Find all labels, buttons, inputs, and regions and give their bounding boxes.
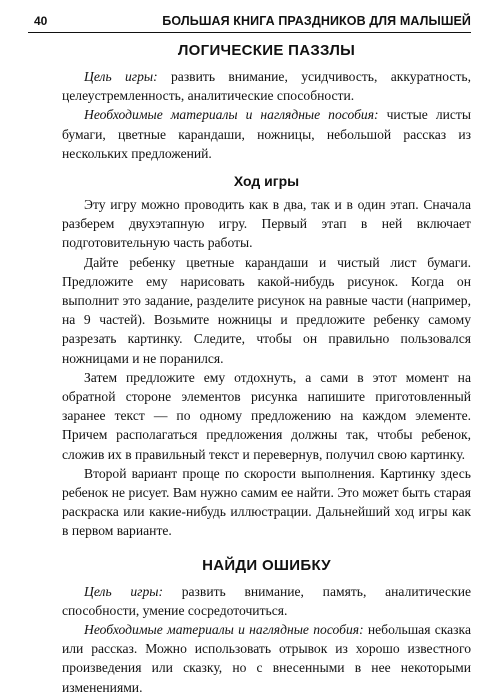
page-content [62,40,471,697]
materials-text: чистые листы бумаги, цветные карандаши, ножницы, небольшой рассказ из нескольких предложений. [62,107,472,161]
goal-label: Цель игры: [84,69,158,84]
goal-label: Цель игры: [84,583,163,599]
body-paragraph: Эту игру можно проводить как в два, так и в один этап. Сначала разберем двухэтапную игру. Первый этап в ней включает подготовительную часть работы. [62,197,471,251]
running-head [28,12,471,33]
body-paragraph: Второй вариант проще по скорости выполнения. Картинку здесь ребенок не рисует. Вам нужно самим ее найти. Это может быть старая раскраска или какие-нибудь иллюстрации. Дальнейший ход игры как в первом варианте. [62,465,471,539]
materials-text: небольшая сказка или рассказ. Можно использовать отрывок из хорошо известного произведения или сказку, но с внесенными в нее некоторыми изменениями. [62,622,471,695]
section-title: ЛОГИЧЕСКИЕ ПАЗЗЛЫ [177,42,356,59]
materials-label: Необходимые материалы и наглядные пособия: [84,622,364,638]
section-logic-puzzles [62,42,471,541]
materials-paragraph [62,105,471,163]
section-find-mistake [62,557,471,697]
materials-label: Необходимые материалы и наглядные пособия: [84,107,379,123]
section-title: НАЙДИ ОШИБКУ [202,556,331,574]
goal-paragraph [62,582,471,620]
materials-paragraph [62,620,471,697]
goal-text: развить внимание, память, аналитические способности, умение сосредоточиться. [62,583,471,618]
page-number: 40 [34,14,48,28]
goal-paragraph [62,67,471,105]
book-title: БОЛЬШАЯ КНИГА ПРАЗДНИКОВ ДЛЯ МАЛЫШЕЙ [162,14,471,28]
body-paragraph: Затем предложите ему отдохнуть, а сами в этот момент на обратной стороне элементов рисунка напишите приготовленный заранее текст — по одному предложению на каждом элементе. Причем располагаться предложения должны так, чтобы ребенок, сложив их в правильный текст и перевернув, получил свою картинку. [62,369,471,462]
goal-text: развить внимание, усидчивость, аккуратность, целеустремленность, аналитические способности. [62,69,471,104]
game-progress-subtitle: Ход игры [233,173,300,190]
body-paragraph: Дайте ребенку цветные карандаши и чистый лист бумаги. Предложите ему нарисовать какой-нибудь рисунок. Когда он выполнит это задание, разделите рисунок на равные части (например, на 9 частей). Возьмите ножницы и предложите ребенку самому разрезать картинку. Следите, чтобы он правильно пользовался ножницами и не поранился. [62,254,471,366]
